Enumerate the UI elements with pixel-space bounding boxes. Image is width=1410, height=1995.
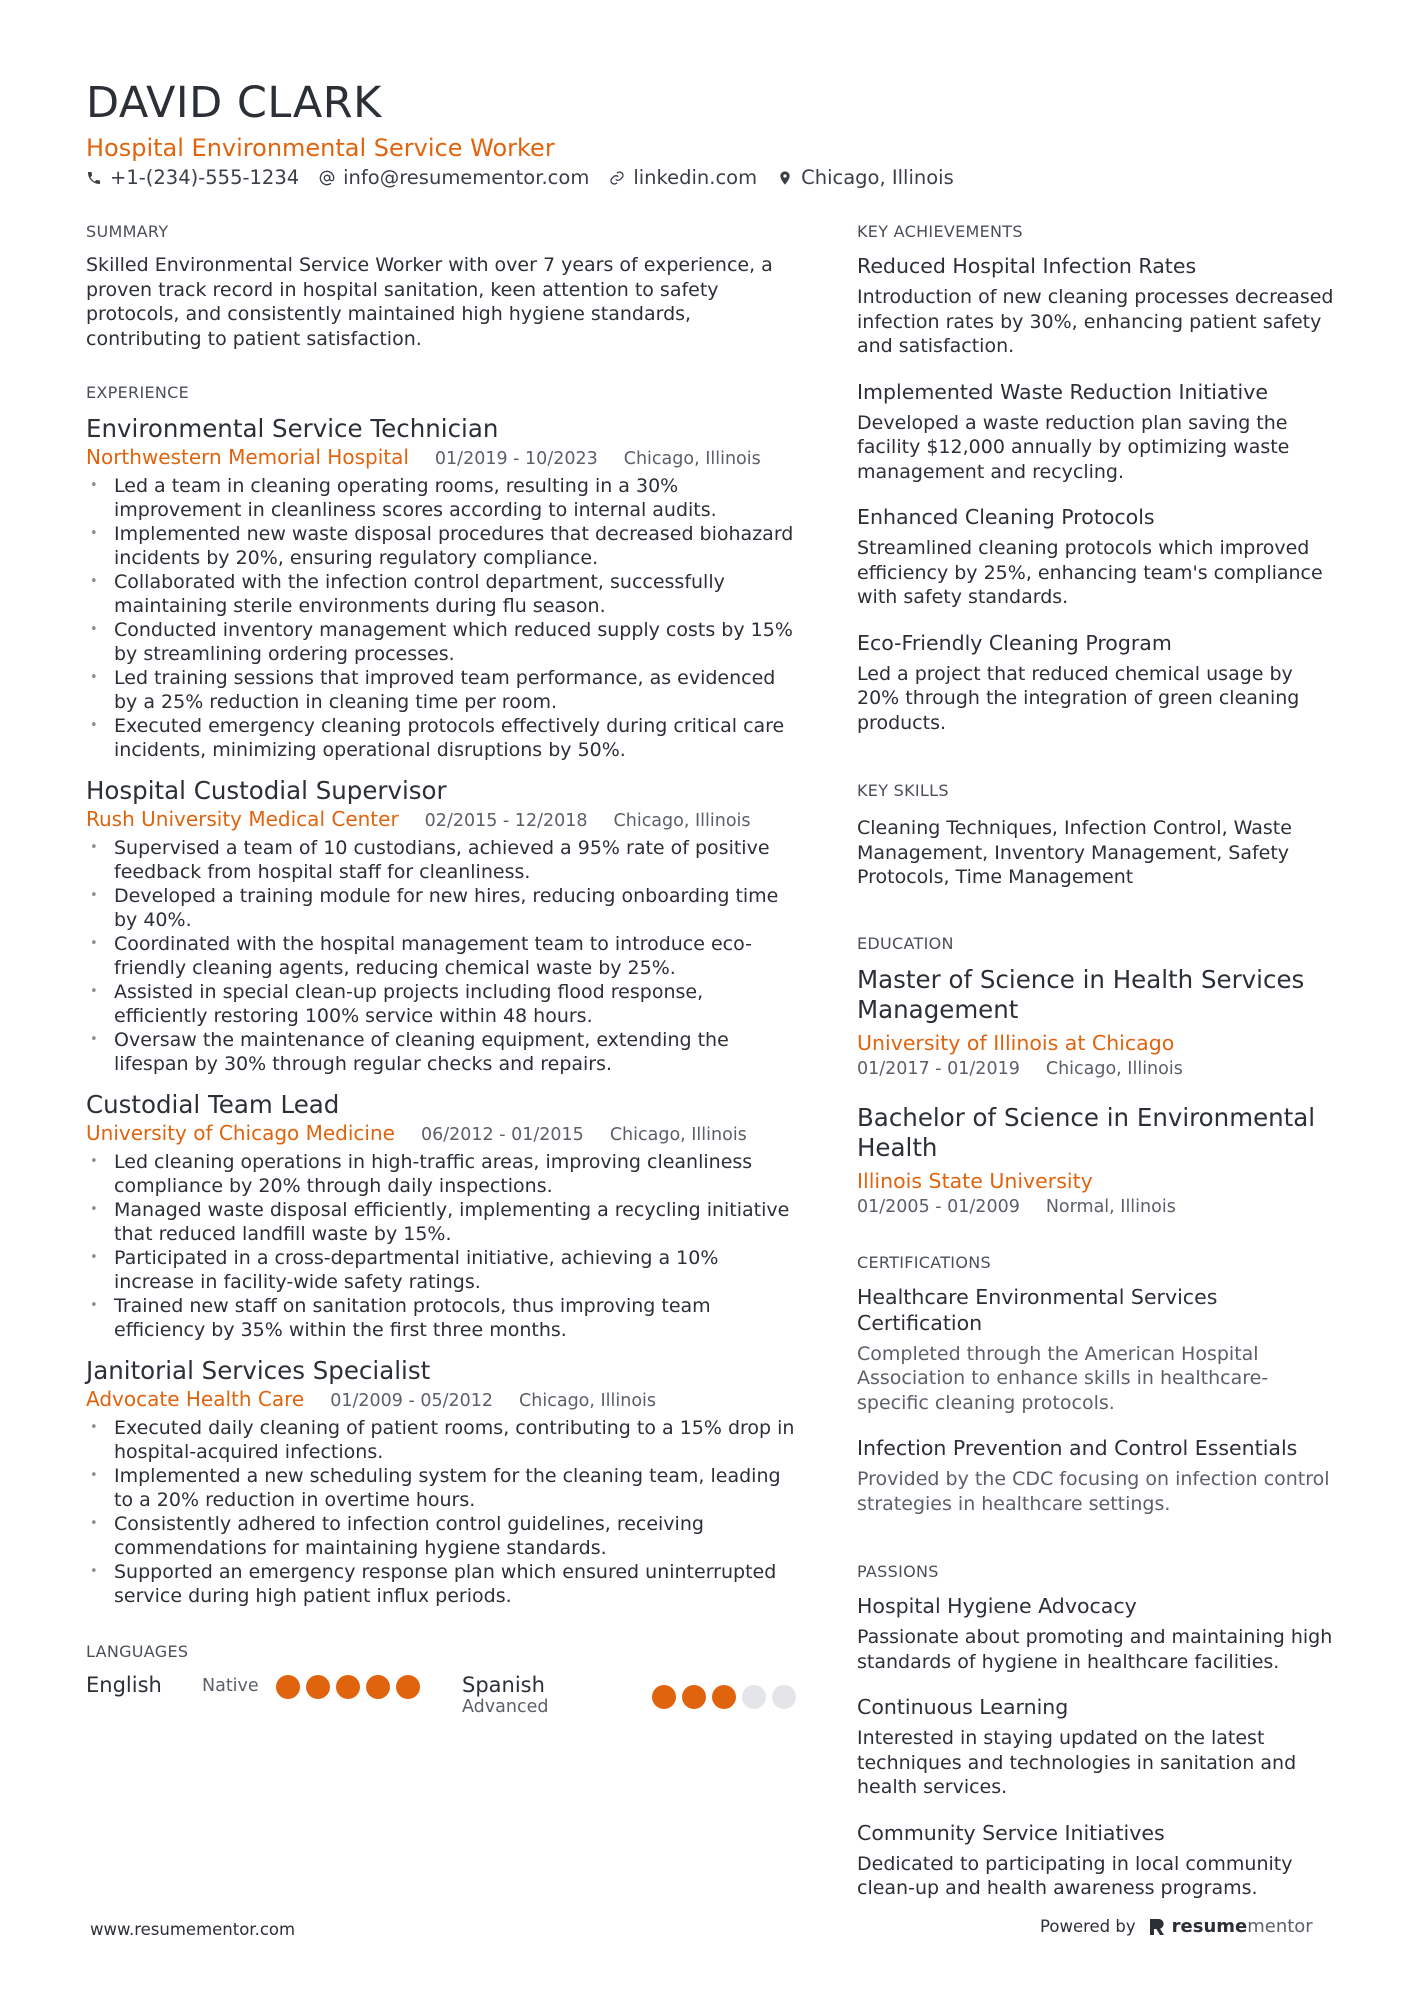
experience-location: Chicago, Illinois: [623, 449, 761, 469]
passion-desc: Interested in staying updated on the latest techniques and technologies in sanitation and health services.: [857, 1727, 1297, 1798]
certifications-heading: CERTIFICATIONS: [857, 1252, 991, 1272]
brand-logo-icon: [1148, 1917, 1166, 1937]
education-location: Chicago, Illinois: [1045, 1058, 1183, 1079]
skills-text: Cleaning Techniques, Infection Control, Waste Management, Inventory Management, Safety Protocols, Time Management: [857, 817, 1292, 888]
experience-meta: [86, 1386, 802, 1414]
phone-icon: [86, 170, 102, 186]
bullet-item: • Supported an emergency response plan which ensured uninterrupted service during high patient influx periods.: [86, 1560, 802, 1608]
summary-heading: SUMMARY: [86, 222, 169, 241]
passion-title: Continuous Learning: [857, 1695, 1069, 1719]
rating-dot-filled: [276, 1675, 300, 1699]
certification-title: Healthcare Environmental Services Certification: [857, 1284, 1218, 1335]
languages-heading: LANGUAGES: [86, 1642, 189, 1661]
bullet-item: • Executed emergency cleaning protocols effectively during critical care incidents, minimizing operational disruptions by 50%.: [86, 714, 802, 762]
passion-item: [857, 1820, 1337, 1901]
bullet-item: • Coordinated with the hospital management team to introduce eco-friendly cleaning agents, reducing chemical waste by 25%.: [86, 932, 802, 980]
education-item: [857, 965, 1337, 1081]
brand-bold: resume: [1171, 1916, 1248, 1937]
contact-phone: [86, 166, 299, 189]
language-level: Native: [202, 1676, 259, 1696]
brand-logo[interactable]: [1148, 1916, 1313, 1937]
achievement-item: [857, 504, 1337, 610]
contact-location: [777, 166, 954, 189]
job-title: Hospital Environmental Service Worker: [86, 134, 555, 162]
bullet-item: • Conducted inventory management which reduced supply costs by 15% by streamlining ordering processes.: [86, 618, 802, 666]
experience-item: [86, 776, 802, 1076]
language-name: Spanish: [462, 1673, 545, 1697]
passion-title: Community Service Initiatives: [857, 1820, 1165, 1845]
experience-location: Chicago, Illinois: [519, 1391, 657, 1411]
passion-title: Hospital Hygiene Advocacy: [857, 1594, 1137, 1618]
right-column: [857, 222, 1337, 1921]
language-spanish: [462, 1673, 802, 1717]
rating-dot-filled: [396, 1675, 420, 1699]
education-location: Normal, Illinois: [1045, 1196, 1176, 1217]
experience-title: Custodial Team Lead: [86, 1090, 340, 1119]
bullet-item: • Trained new staff on sanitation protocols, thus improving team efficiency by 35% within the first three months.: [86, 1294, 802, 1342]
achievement-title: Reduced Hospital Infection Rates: [857, 254, 1197, 278]
contact-linkedin[interactable]: [609, 166, 757, 189]
experience-title: Janitorial Services Specialist: [86, 1356, 431, 1385]
education-degree: Master of Science in Health Services Management: [857, 964, 1305, 1024]
experience-meta: [86, 444, 802, 472]
education-item: [857, 1103, 1337, 1219]
achievements-list: [857, 253, 1337, 735]
languages-list: [86, 1673, 802, 1717]
achievement-item: [857, 630, 1337, 736]
passion-item: [857, 1694, 1337, 1800]
experience-dates: 01/2009 - 05/2012: [330, 1391, 494, 1411]
achievements-heading: KEY ACHIEVEMENTS: [857, 222, 1023, 241]
experience-title: Environmental Service Technician: [86, 414, 499, 443]
footer-branding: [1040, 1916, 1313, 1937]
bullet-item: • Supervised a team of 10 custodians, achieved a 95% rate of positive feedback from hospital staff for cleanliness.: [86, 836, 802, 884]
experience-company: Northwestern Memorial Hospital: [86, 445, 409, 469]
link-icon: [609, 170, 625, 186]
passion-desc: Dedicated to participating in local community clean-up and health awareness programs.: [857, 1852, 1293, 1899]
achievement-title: Eco-Friendly Cleaning Program: [857, 630, 1172, 655]
bullet-item: • Executed daily cleaning of patient rooms, contributing to a 15% drop in hospital-acquired infections.: [86, 1416, 802, 1464]
experience-dates: 06/2012 - 01/2015: [420, 1125, 584, 1145]
education-dates: 01/2005 - 01/2009: [857, 1196, 1020, 1217]
experience-meta: [86, 806, 802, 834]
location-pin-icon: [777, 170, 793, 186]
footer-website[interactable]: www.resumementor.com: [90, 1920, 296, 1939]
language-english: [86, 1673, 462, 1699]
rating-dot-empty: [742, 1685, 766, 1709]
contact-email[interactable]: [319, 166, 589, 189]
experience-bullets: [86, 836, 802, 1076]
certification-item: [857, 1284, 1337, 1416]
bullet-item: • Implemented new waste disposal procedures that decreased biohazard incidents by 20%, ensuring regulatory compliance.: [86, 522, 802, 570]
achievement-desc: Introduction of new cleaning processes decreased infection rates by 30%, enhancing patient safety and satisfaction.: [857, 286, 1334, 357]
skills-heading: KEY SKILLS: [857, 781, 949, 800]
experience-company: Advocate Health Care: [86, 1387, 305, 1411]
education-meta: [857, 1057, 1337, 1081]
bullet-item: • Collaborated with the infection control department, successfully maintaining sterile environments during flu season.: [86, 570, 802, 618]
education-dates: 01/2017 - 01/2019: [857, 1058, 1020, 1079]
rating-dot-filled: [682, 1685, 706, 1709]
bullet-item: • Led a team in cleaning operating rooms, resulting in a 30% improvement in cleanliness scores according to internal audits.: [86, 474, 802, 522]
powered-by-text: Powered by: [1040, 1917, 1136, 1936]
certification-item: [857, 1435, 1337, 1516]
rating-dot-filled: [306, 1675, 330, 1699]
certifications-list: [857, 1284, 1337, 1517]
summary-text: Skilled Environmental Service Worker with over 7 years of experience, a proven track record in hospital sanitation, keen attention to safety protocols, and consistently maintained high hygiene standards, contributing to patient satisfaction.: [86, 254, 773, 350]
experience-item: [86, 1090, 802, 1342]
experience-dates: 02/2015 - 12/2018: [424, 811, 588, 831]
experience-meta: [86, 1120, 802, 1148]
contact-bar: [86, 166, 954, 189]
education-heading: EDUCATION: [857, 933, 954, 953]
experience-item: [86, 414, 802, 762]
language-level: Advanced: [462, 1697, 549, 1717]
achievement-desc: Led a project that reduced chemical usage by 20% through the integration of green cleaning products.: [857, 662, 1300, 734]
rating-dot-empty: [772, 1685, 796, 1709]
passion-item: [857, 1593, 1337, 1674]
rating-dot-filled: [336, 1675, 360, 1699]
experience-company: Rush University Medical Center: [86, 807, 399, 831]
bullet-item: • Implemented a new scheduling system for the cleaning team, leading to a 20% reduction in overtime hours.: [86, 1464, 802, 1512]
education-school: Illinois State University: [857, 1168, 1093, 1193]
passion-desc: Passionate about promoting and maintaining high standards of hygiene in healthcare facilities.: [857, 1626, 1333, 1673]
bullet-item: • Led training sessions that improved team performance, as evidenced by a 25% reduction in cleaning time per room.: [86, 666, 802, 714]
achievement-desc: Developed a waste reduction plan saving the facility $12,000 annually by optimizing waste management and recycling.: [857, 411, 1290, 483]
email-text: info@resumementor.com: [343, 166, 590, 189]
passions-list: [857, 1593, 1337, 1901]
experience-bullets: [86, 1150, 802, 1342]
experience-dates: 01/2019 - 10/2023: [434, 449, 598, 469]
bullet-item: • Oversaw the maintenance of cleaning equipment, extending the lifespan by 30% through regular checks and repairs.: [86, 1028, 802, 1076]
rating-dot-filled: [712, 1685, 736, 1709]
bullet-item: • Assisted in special clean-up projects including flood response, efficiently restoring 100% service within 48 hours.: [86, 980, 802, 1028]
left-column: [86, 222, 802, 1717]
candidate-name: DAVID CLARK: [86, 78, 382, 128]
experience-location: Chicago, Illinois: [609, 1125, 747, 1145]
experience-list: [86, 414, 802, 1608]
bullet-item: • Managed waste disposal efficiently, implementing a recycling initiative that reduced landfill waste by 15%.: [86, 1198, 802, 1246]
language-name: English: [86, 1673, 162, 1697]
rating-dot-filled: [366, 1675, 390, 1699]
achievement-title: Implemented Waste Reduction Initiative: [857, 379, 1268, 404]
bullet-item: • Led cleaning operations in high-traffic areas, improving cleanliness compliance by 20% through daily inspections.: [86, 1150, 802, 1198]
brand-rest: mentor: [1247, 1916, 1313, 1937]
experience-bullets: [86, 1416, 802, 1608]
education-school: University of Illinois at Chicago: [857, 1030, 1175, 1055]
education-degree: Bachelor of Science in Environmental Health: [857, 1102, 1316, 1162]
language-rating: [276, 1675, 420, 1699]
certification-title: Infection Prevention and Control Essentials: [857, 1436, 1298, 1460]
experience-company: University of Chicago Medicine: [86, 1121, 395, 1145]
language-rating: [652, 1685, 796, 1709]
experience-item: [86, 1356, 802, 1608]
certification-desc: Provided by the CDC focusing on infection control strategies in healthcare settings.: [857, 1468, 1330, 1515]
education-meta: [857, 1195, 1337, 1219]
experience-heading: EXPERIENCE: [86, 383, 190, 402]
at-sign-icon: [319, 170, 335, 186]
education-list: [857, 965, 1337, 1219]
experience-title: Hospital Custodial Supervisor: [86, 776, 447, 805]
passions-heading: PASSIONS: [857, 1562, 939, 1581]
rating-dot-filled: [652, 1685, 676, 1709]
bullet-item: • Participated in a cross-departmental initiative, achieving a 10% increase in facility-wide safety ratings.: [86, 1246, 802, 1294]
linkedin-text: linkedin.com: [633, 166, 758, 189]
achievement-item: [857, 379, 1337, 485]
bullet-item: • Consistently adhered to infection control guidelines, receiving commendations for maintaining hygiene standards.: [86, 1512, 802, 1560]
bullet-item: • Developed a training module for new hires, reducing onboarding time by 40%.: [86, 884, 802, 932]
achievement-title: Enhanced Cleaning Protocols: [857, 505, 1155, 529]
location-text: Chicago, Illinois: [801, 166, 954, 189]
experience-location: Chicago, Illinois: [613, 811, 751, 831]
experience-bullets: [86, 474, 802, 762]
achievement-desc: Streamlined cleaning protocols which improved efficiency by 25%, enhancing team's compliance with safety standards.: [857, 537, 1323, 608]
phone-text: +1-(234)-555-1234: [110, 166, 300, 189]
certification-desc: Completed through the American Hospital Association to enhance skills in healthcare-specific cleaning protocols.: [857, 1342, 1269, 1414]
achievement-item: [857, 253, 1337, 359]
